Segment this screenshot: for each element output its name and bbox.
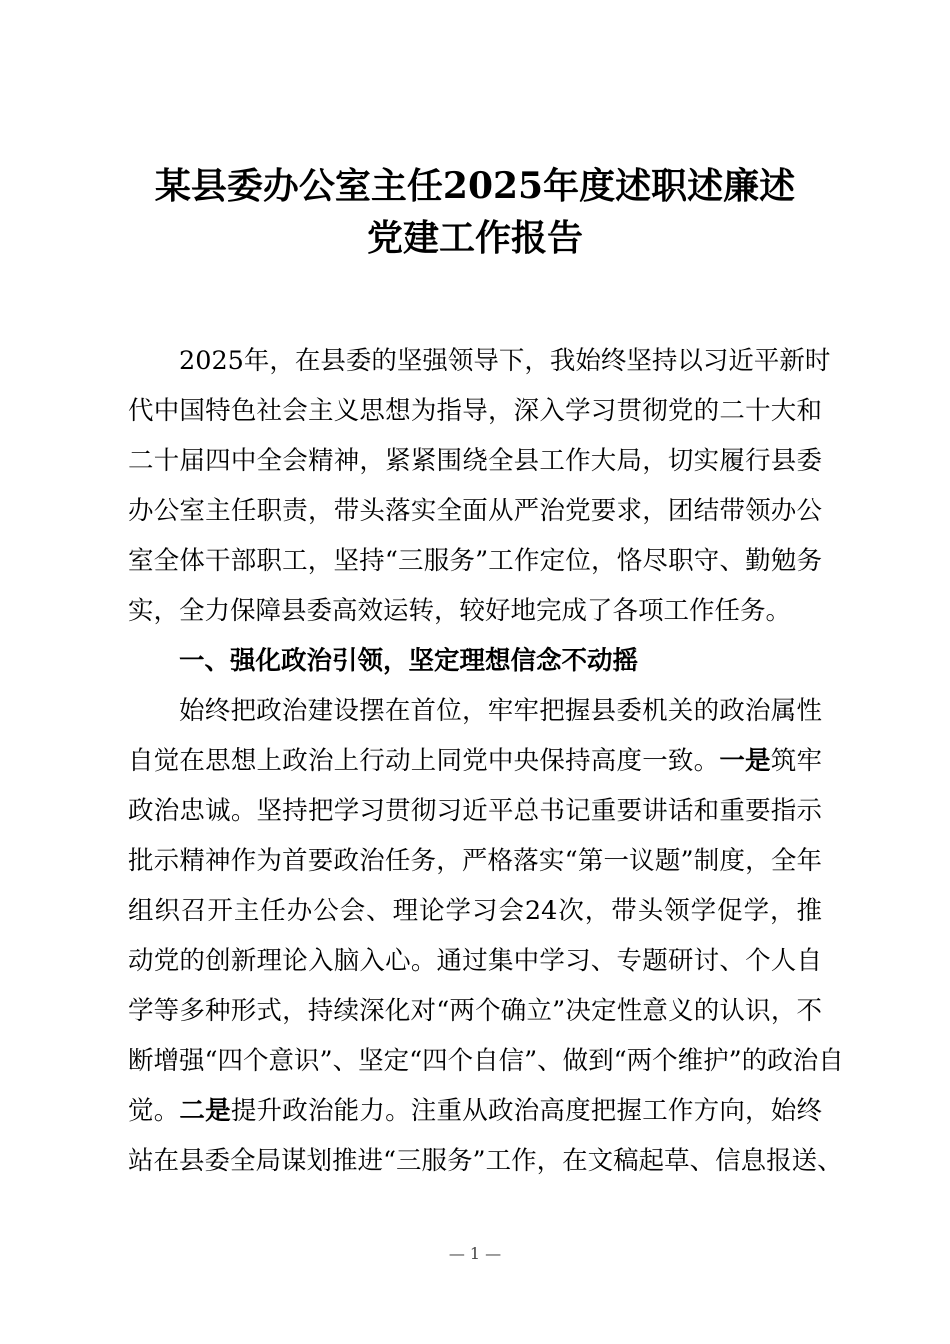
text-line xyxy=(128,1086,822,1136)
document-title-line-2: 党建工作报告 xyxy=(366,217,583,259)
text-line xyxy=(128,836,822,886)
text-line xyxy=(128,336,831,386)
text-run: 学等多种形式，持续深化对“两个确立”决定性意义的认识，不 xyxy=(128,996,822,1026)
text-line xyxy=(128,536,822,586)
text-run: 筑牢 xyxy=(770,746,822,776)
text-line xyxy=(128,486,822,536)
text-line xyxy=(128,386,822,436)
text-run: 提升政治能力。注重从政治高度把握工作方向，始终 xyxy=(230,1096,822,1126)
text-run: 办公室主任职责，带头落实全面从严治党要求，团结带领办公 xyxy=(128,496,822,526)
text-line xyxy=(128,936,822,986)
text-run: 政治忠诚。坚持把学习贯彻习近平总书记重要讲话和重要指示 xyxy=(128,796,822,826)
bold-text: 二是 xyxy=(179,1096,231,1126)
text-run: 自觉在思想上政治上行动上同党中央保持高度一致。 xyxy=(128,746,720,776)
text-run: 一、强化政治引领，坚定理想信念不动摇 xyxy=(179,646,639,676)
bold-text: 一是 xyxy=(719,746,771,776)
text-line xyxy=(128,1036,844,1086)
text-run: 始终把政治建设摆在首位，牢牢把握县委机关的政治属性 xyxy=(179,696,822,726)
paragraph xyxy=(128,686,844,1186)
text-run: 实，全力保障县委高效运转，较好地完成了各项工作任务。 xyxy=(128,596,792,626)
text-run: 组织召开主任办公会、理论学习会24次，带头领学促学，推 xyxy=(128,896,822,926)
text-run: 室全体干部职工，坚持“三服务”工作定位，恪尽职守、勤勉务 xyxy=(128,546,822,576)
text-run: 代中国特色社会主义思想为指导，深入学习贯彻党的二十大和 xyxy=(128,396,822,426)
paragraph xyxy=(128,336,831,636)
text-run: 二十届四中全会精神，紧紧围绕全县工作大局，切实履行县委 xyxy=(128,446,822,476)
text-line xyxy=(128,736,822,786)
text-line xyxy=(128,786,822,836)
page-number: — 1 — xyxy=(448,1244,502,1263)
document-body xyxy=(128,336,844,1186)
text-line xyxy=(128,986,822,1036)
text-run: 动党的创新理论入脑入心。通过集中学习、专题研讨、个人自 xyxy=(128,946,822,976)
text-run: 批示精神作为首要政治任务，严格落实“第一议题”制度，全年 xyxy=(128,846,822,876)
text-line xyxy=(128,886,822,936)
document-title-line-1: 某县委办公室主任2025年度述职述廉述 xyxy=(154,165,796,207)
section-heading xyxy=(128,636,822,686)
text-line xyxy=(128,436,822,486)
text-line xyxy=(128,586,822,636)
text-run: 2025年，在县委的坚强领导下，我始终坚持以习近平新时 xyxy=(179,346,831,376)
text-line xyxy=(128,1136,843,1186)
text-run: 站在县委全局谋划推进“三服务”工作，在文稿起草、信息报送、 xyxy=(128,1146,843,1176)
text-line xyxy=(128,686,822,736)
text-run: 断增强“四个意识”、坚定“四个自信”、做到“两个维护”的政治自 xyxy=(128,1046,844,1076)
text-line xyxy=(128,636,822,686)
text-run: 觉。 xyxy=(128,1096,180,1126)
